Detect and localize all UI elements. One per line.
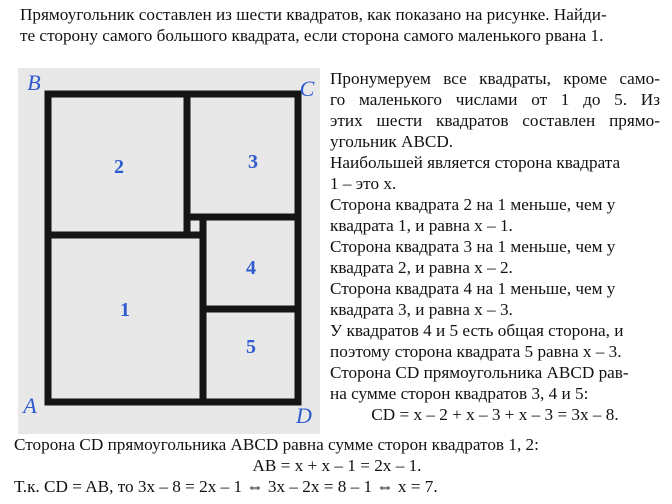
solution-line: квадрата 3, и равна x – 3. <box>330 300 513 319</box>
outer-rectangle-abcd <box>48 94 298 402</box>
solution-line: Сторона квадрата 2 на 1 меньше, чем у <box>330 195 616 214</box>
square-label-4: 4 <box>246 257 256 279</box>
solution-line: 1 – это x. <box>330 174 397 193</box>
problem-line-2: те сторону самого большого квадрата, если сторона самого маленького рвана 1. <box>20 26 604 45</box>
rectangle-figure <box>18 68 320 434</box>
solution-line: Сторона квадрата 3 на 1 меньше, чем у <box>330 237 616 256</box>
solution-line: угольник ABCD. <box>330 132 454 151</box>
solution-line: поэтому сторона квадрата 5 равна x – 3. <box>330 342 622 361</box>
solution-text <box>330 68 660 425</box>
vertex-label-a: A <box>23 393 37 418</box>
equation-ab: AB = x + x – 1 = 2x – 1. <box>252 456 422 475</box>
solution-equation-cd: CD = x – 2 + x – 3 + x – 3 = 3x – 8. <box>371 405 619 424</box>
conclusion-line: Сторона CD прямоугольника ABCD равна сумме сторон квадратов 1, 2: <box>14 435 539 454</box>
problem-line-1: Прямоугольник составлен из шести квадратов, как показано на рисунке. Найди- <box>20 5 607 24</box>
solution-line: Сторона CD прямоугольника ABCD рав- <box>330 363 629 382</box>
vertex-label-b: B <box>27 70 41 95</box>
square-label-3: 3 <box>248 151 258 173</box>
vertex-label-c: C <box>299 76 315 101</box>
solution-line: го маленького числами от 1 до 5. Из <box>330 90 660 109</box>
solution-line: на сумме сторон квадратов 3, 4 и 5: <box>330 384 589 403</box>
solution-line: этих шести квадратов составлен прямо- <box>330 111 660 130</box>
solution-line: У квадратов 4 и 5 есть общая сторона, и <box>330 321 624 340</box>
conclusion-text <box>12 434 662 497</box>
solution-line: Сторона квадрата 4 на 1 меньше, чем у <box>330 279 616 298</box>
square-label-1: 1 <box>120 299 130 321</box>
solution-line: Пронумеруем все квадраты, кроме само- <box>330 69 660 88</box>
final-answer: Т.к. CD = AB, то 3x – 8 = 2x – 1 ⇔ 3x – 2x = 8 – 1 ⇔ x = 7. <box>14 477 438 496</box>
square-label-2: 2 <box>114 156 124 178</box>
solution-line: квадрата 1, и равна x – 1. <box>330 216 513 235</box>
figure-panel <box>18 68 320 434</box>
solution-line: Наибольшей является сторона квадрата <box>330 153 621 172</box>
problem-statement <box>20 4 670 46</box>
square-label-5: 5 <box>246 336 256 358</box>
solution-line: квадрата 2, и равна x – 2. <box>330 258 513 277</box>
vertex-label-d: D <box>296 403 312 428</box>
